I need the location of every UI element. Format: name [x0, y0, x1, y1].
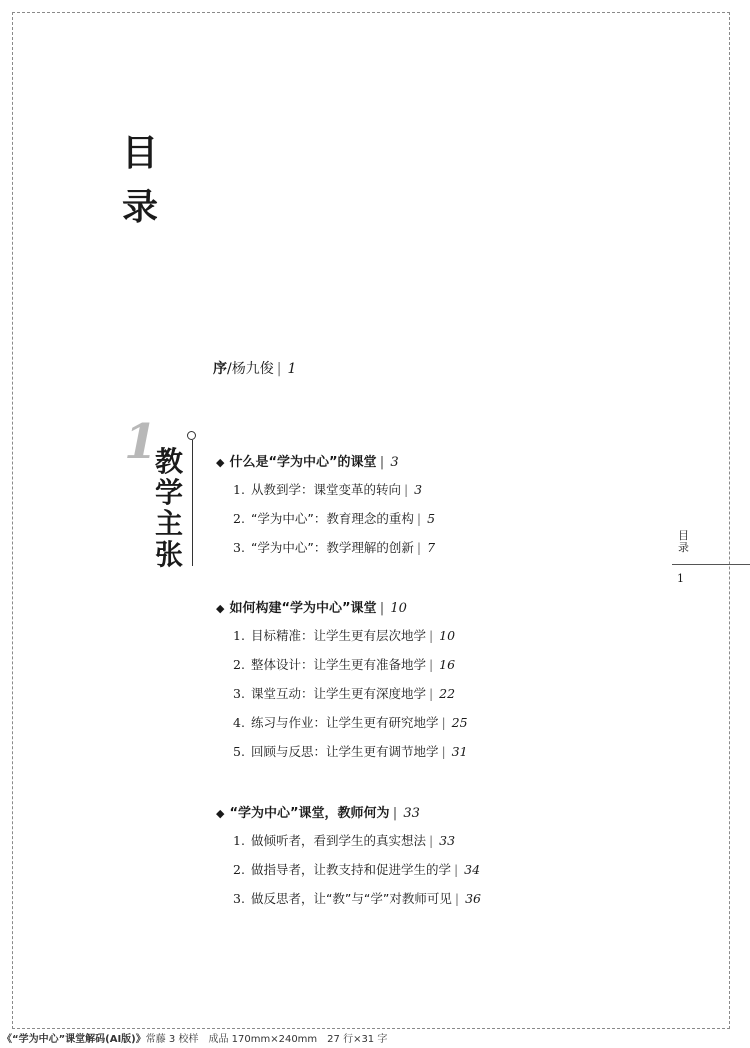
print-slug — [2, 1030, 387, 1045]
item-index: 1. — [233, 482, 245, 497]
toc-section-3[interactable] — [216, 802, 420, 821]
item-title: 从教到学：课堂变革的转向 — [250, 482, 401, 497]
item-page: 5 — [427, 511, 436, 526]
toc-item[interactable] — [233, 480, 422, 498]
item-page: 33 — [439, 833, 456, 848]
part-marker-dot — [187, 431, 196, 440]
item-index: 3. — [233, 686, 245, 701]
item-index: 3. — [233, 891, 245, 906]
separator: | — [276, 361, 282, 377]
section-page: 10 — [390, 601, 407, 616]
item-page: 16 — [439, 657, 456, 672]
separator: | — [441, 715, 446, 730]
toc-item[interactable] — [233, 889, 481, 907]
separator: | — [453, 862, 459, 877]
toc-item[interactable] — [233, 860, 480, 878]
page-number: 1 — [677, 572, 684, 585]
separator: | — [379, 455, 385, 470]
running-head — [678, 530, 692, 554]
item-page: 22 — [439, 686, 456, 701]
part-title-char: 教 — [155, 445, 184, 478]
part-number: 1 — [124, 414, 158, 470]
preface-entry[interactable] — [213, 358, 296, 378]
separator: | — [428, 686, 434, 701]
preface-label: 序 — [213, 361, 227, 377]
separator: | — [428, 628, 434, 643]
toc-item[interactable] — [233, 655, 455, 673]
section-page: 3 — [390, 455, 399, 470]
item-title: “学为中心”：教学理解的创新 — [250, 540, 414, 555]
slug-book-title: 《“学为中心”课堂解码(AI版)》 — [2, 1034, 146, 1045]
diamond-bullet-icon: ◆ — [216, 602, 225, 615]
page-title-char-1: 目 — [122, 133, 159, 174]
item-index: 1. — [233, 628, 245, 643]
separator: | — [379, 601, 385, 616]
item-title: “学为中心”：教育理念的重构 — [250, 511, 414, 526]
running-head-rule — [672, 564, 750, 565]
item-title: 做倾听者，看到学生的真实想法 — [250, 833, 426, 848]
running-head-char: 目 — [678, 529, 689, 542]
item-title: 回顾与反思：让学生更有调节地学 — [250, 744, 439, 759]
separator: | — [403, 482, 409, 497]
item-title: 练习与作业：让学生更有研究地学 — [250, 715, 439, 730]
item-index: 2. — [233, 511, 245, 526]
separator: | — [416, 511, 422, 526]
item-index: 4. — [233, 715, 245, 730]
part-marker-line — [192, 440, 193, 566]
part-title-char: 张 — [155, 538, 184, 571]
item-page: 34 — [464, 862, 481, 877]
toc-item[interactable] — [233, 742, 468, 760]
section-page: 33 — [403, 806, 420, 821]
section-title: 什么是“学为中心”的课堂 — [229, 455, 377, 470]
separator: | — [392, 806, 398, 821]
running-head-char: 录 — [678, 541, 689, 554]
item-page: 3 — [414, 482, 423, 497]
item-title: 目标精准：让学生更有层次地学 — [250, 628, 426, 643]
item-index: 5. — [233, 744, 245, 759]
slug-info: 常藤 3 校样 成品 170mm×240mm 27 行×31 字 — [145, 1034, 388, 1045]
separator: | — [428, 833, 434, 848]
item-title: 整体设计：让学生更有准备地学 — [250, 657, 426, 672]
item-page: 10 — [439, 628, 456, 643]
item-page: 25 — [451, 715, 468, 730]
diamond-bullet-icon: ◆ — [216, 456, 225, 469]
part-title-char: 学 — [155, 476, 184, 509]
separator: | — [454, 891, 460, 906]
toc-item[interactable] — [233, 831, 455, 849]
item-page: 36 — [465, 891, 481, 906]
toc-item[interactable] — [233, 626, 455, 644]
page-title-char-2: 录 — [122, 187, 159, 228]
item-page: 31 — [451, 744, 468, 759]
separator: | — [416, 540, 422, 555]
preface-page: 1 — [287, 361, 297, 377]
item-index: 2. — [233, 862, 245, 877]
item-index: 3. — [233, 540, 245, 555]
item-page: 7 — [427, 540, 436, 555]
section-title: “学为中心”课堂，教师何为 — [229, 806, 390, 821]
diamond-bullet-icon: ◆ — [216, 807, 225, 820]
preface-author: /杨九俊 — [227, 361, 274, 377]
toc-item[interactable] — [233, 684, 455, 702]
toc-item[interactable] — [233, 509, 435, 527]
separator: | — [441, 744, 446, 759]
separator: | — [428, 657, 434, 672]
toc-section-1[interactable] — [216, 451, 399, 470]
item-title: 做指导者，让教支持和促进学生的学 — [250, 862, 451, 877]
toc-section-2[interactable] — [216, 597, 407, 616]
toc-item[interactable] — [233, 713, 468, 731]
item-title: 做反思者，让“教”与“学”对教师可见 — [250, 891, 452, 906]
toc-item[interactable] — [233, 538, 435, 556]
item-title: 课堂互动：让学生更有深度地学 — [250, 686, 426, 701]
section-title: 如何构建“学为中心”课堂 — [229, 601, 377, 616]
part-title-char: 主 — [155, 507, 184, 540]
part-title — [155, 446, 185, 570]
item-index: 1. — [233, 833, 245, 848]
item-index: 2. — [233, 657, 245, 672]
